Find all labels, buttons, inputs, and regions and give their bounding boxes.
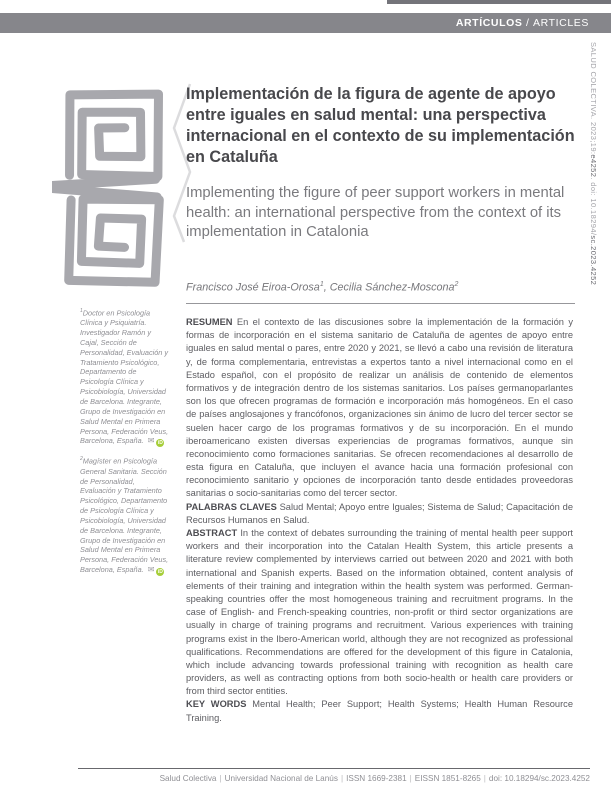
footer-divider — [78, 768, 590, 769]
footer-pipe: | — [409, 774, 412, 783]
keywords-text: Mental Health; Peer Support; Health Systems; Health Human Resource Training. — [186, 699, 573, 723]
journal-spiral-logo — [52, 80, 180, 293]
footer-pipe: | — [340, 774, 344, 783]
abstract-paragraph — [186, 527, 573, 698]
article-title-english: Implementing the figure of peer support workers in mental health: an international perspective from the context of its implementation in Catalonia — [186, 185, 565, 241]
orcid-icon[interactable]: iD — [157, 440, 163, 447]
keywords-label: KEY WORDS — [186, 699, 247, 710]
footer-pipe: | — [483, 774, 486, 783]
affiliation-marker: 1 — [80, 308, 83, 314]
affiliation-text: Magíster en Psicología General Sanitaria. Sección de Personalidad, Evaluación y Tratamiento Psicológico, Departamento de Psicología Clínica y Psicobiología, Universidad de Barcelona. Integrante, Grupo de Investigación en Salud Mental en Primera Persona, Federación Veus, Barcelona, España. — [80, 456, 169, 575]
keywords-paragraph — [186, 698, 573, 724]
title-block — [186, 84, 575, 304]
footer-eissn: EISSN 1851-8265 — [414, 774, 481, 783]
orcid-icon[interactable]: iD — [157, 569, 163, 576]
resumen-label: RESUMEN — [186, 317, 233, 327]
affiliation-note — [80, 456, 170, 576]
byline-divider — [186, 303, 575, 304]
article-title-spanish: Implementación de la figura de agente de apoyo entre iguales en salud mental: una perspectiva internacional en el contexto de su implementación en Cataluña — [186, 85, 575, 167]
spiral-logo-icon — [52, 80, 180, 288]
byline — [186, 281, 575, 294]
abstract-label: ABSTRACT — [186, 528, 238, 538]
section-label-separator: / — [522, 17, 534, 29]
palabras-claves-text: Salud Mental; Apoyo entre Iguales; Sistema de Salud; Capacitación de Recursos Humanos en Salud. — [186, 501, 573, 525]
section-label-en: ARTICLES — [533, 17, 589, 29]
affiliations-sidebar — [80, 308, 170, 585]
email-icon[interactable]: ✉ — [147, 436, 155, 446]
footer-citation — [0, 774, 590, 783]
author-separator: , — [323, 281, 330, 294]
author-affiliation-marker: 1 — [319, 280, 324, 288]
section-band — [0, 13, 611, 33]
citation-mid: . doi: 10.18294/ — [589, 177, 598, 236]
footer-issn: ISSN 1669-2381 — [346, 774, 407, 783]
abstract-text: In the context of debates surrounding the training of mental health peer support workers and their incorporation into the Catalan Health System, this article presents a literature review complemented by interviews carried out between 2020 and 2021 with both international and Spanish experts. Based on the information obtained, content analysis of elements of their training and integration within the health system was performed. German-speaking countries offer the most homogeneous training and recruitment programs. In the case of English- and French-speaking countries, non-profit or third sector organizations are usually in charge of training programs and recruitment. Various experiences with training programs exist in the Ibero-American world, although they are not recognized as professional qualifications. Recommendations are offered for the development of this figure in Catalonia, which include advancing towards professional training with recognition as health care providers, as well as contracting options from both socio-health or health care providers or from third sector entities. — [186, 528, 573, 697]
footer-journal-name: Salud Colectiva — [159, 774, 217, 783]
top-accent-bar — [387, 0, 611, 4]
citation-article-link[interactable]: e4252 — [589, 154, 598, 178]
palabras-claves-label: PALABRAS CLAVES — [186, 501, 277, 512]
resumen-paragraph — [186, 316, 573, 501]
author-name: Francisco José Eiroa-Orosa — [186, 281, 320, 294]
email-icon[interactable]: ✉ — [147, 565, 155, 575]
section-label-es: ARTÍCULOS — [455, 17, 523, 29]
resumen-text: En el contexto de las discusiones sobre la implementación de la formación y formas de incorporación en el sistema sanitario de Cataluña de agentes de apoyo entre iguales en salud mental o pares, entre 2020 y 2021, se llevó a cabo una revisión de literatura y, de forma complementaria, entrevistas a expertos tanto a nivel internacional como en el Estado español, con el propósito de realizar un análisis de contenido de elementos formativos y de integración dentro de los sistemas sanitarios. Los países germanoparlantes son los que ofrecen programas de formación e incorporación más homogéneos. En el caso de países anglosajones y francófonos, organizaciones sin ánimo de lucro del tercer sector se suelen hacer cargo de los programas formativos y de su incorporación. En el mundo iberoamericano existen diversas experiencias de programas formativos, aunque sin reconocimiento como formaciones sanitarias. Se ofrecen recomendaciones al desarrollo de esta figura en Cataluña, que incluyen el avance hacia una formación profesional con reconocimiento sanitario y opciones de incorporación tanto desde entidades proveedoras sanitarias o socio-sanitarias como del tercer sector. — [186, 317, 573, 499]
author-name: Cecilia Sánchez-Moscona — [329, 281, 455, 294]
footer-doi[interactable]: doi: 10.18294/sc.2023.4252 — [488, 774, 590, 783]
affiliation-marker: 2 — [80, 456, 83, 463]
journal-citation-strip — [589, 42, 598, 285]
affiliation-note — [80, 308, 170, 447]
footer-pipe: | — [219, 774, 222, 783]
citation-doi-link[interactable]: sc.2023.4252 — [589, 235, 598, 286]
palabras-claves-paragraph — [186, 501, 573, 527]
author-affiliation-marker: 2 — [454, 280, 459, 288]
affiliation-text: Doctor en Psicología Clínica y Psiquiatría. Investigador Ramón y Cajal, Sección de Personalidad, Evaluación y Tratamiento Psicológico, Departamento de Psicología Clínica y Psicobiología, Universidad de Barcelona. Integrante, Grupo de Investigación en Salud Mental en Primera Persona, Federación Veus, Barcelona, España. — [80, 308, 169, 446]
citation-prefix: SALUD COLECTIVA. 2023;19: — [589, 42, 598, 155]
abstracts-column — [186, 316, 573, 725]
footer-university: Universidad Nacional de Lanús — [224, 774, 338, 783]
